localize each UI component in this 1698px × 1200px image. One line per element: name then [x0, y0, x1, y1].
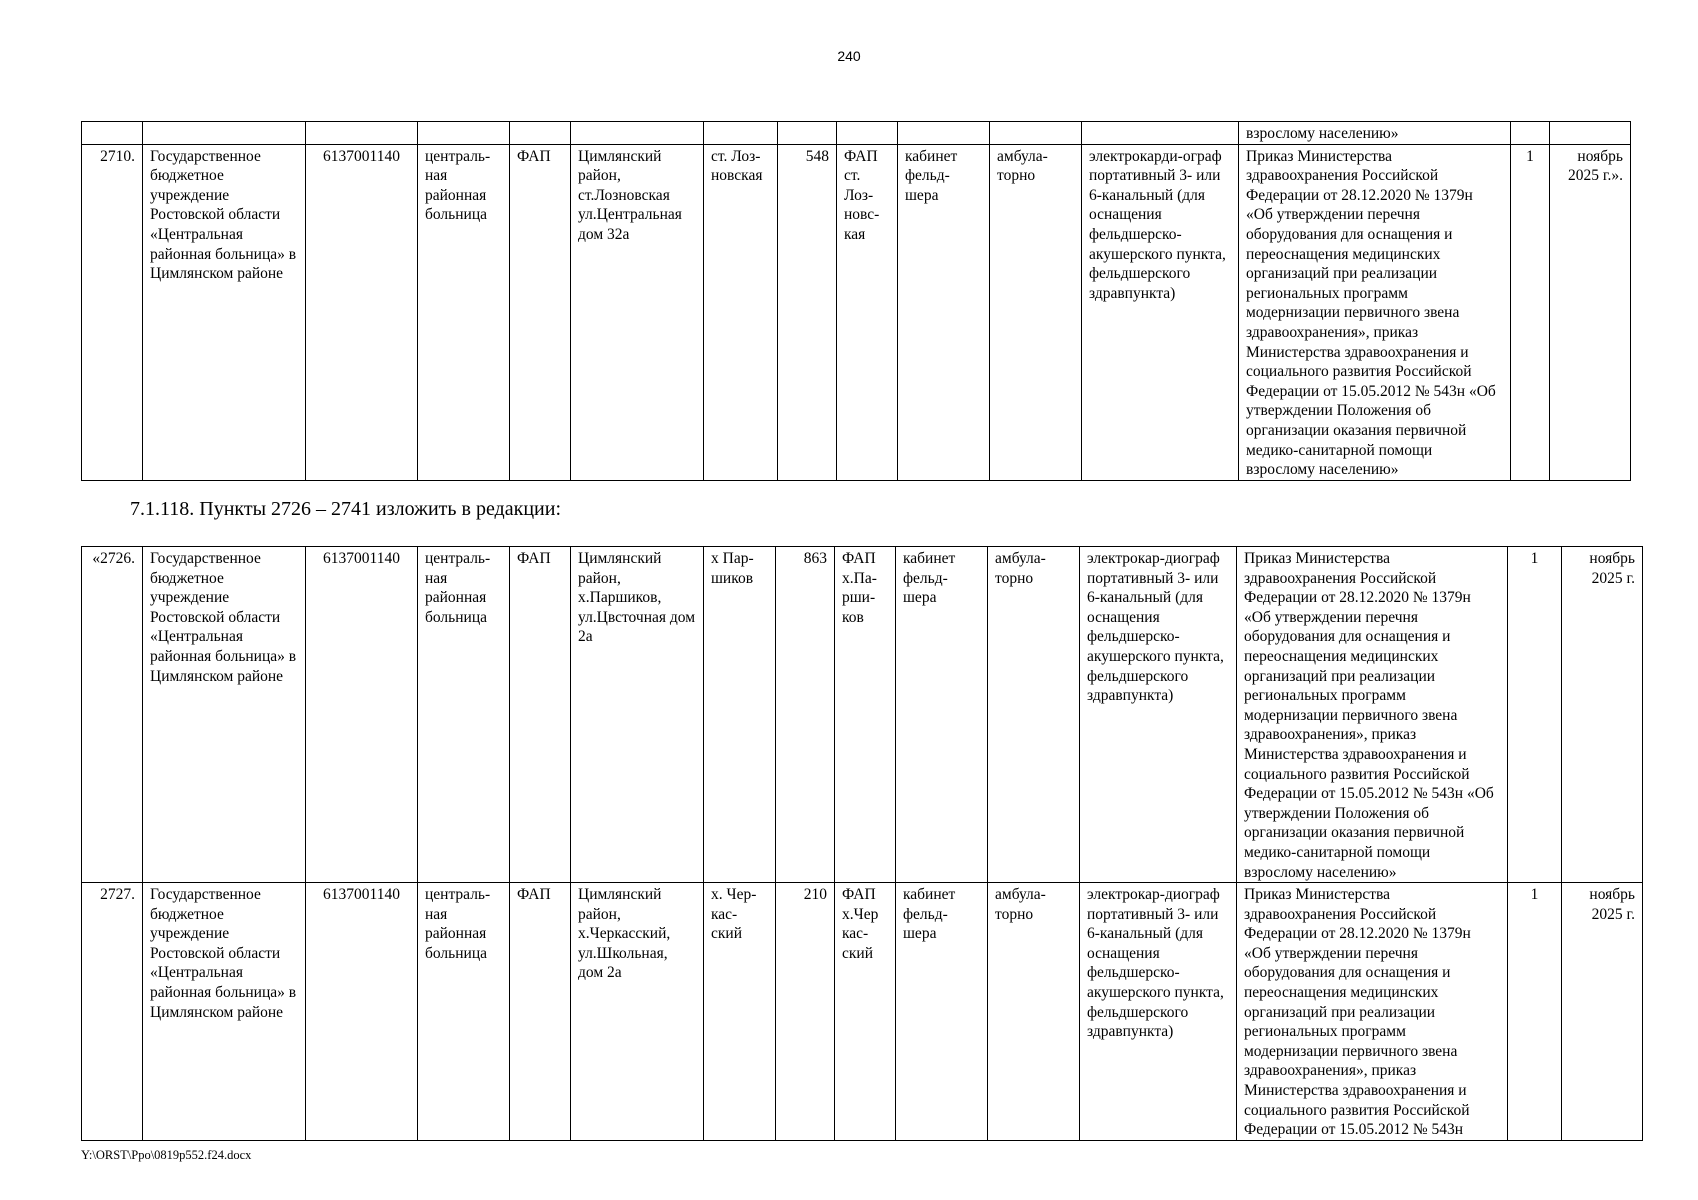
- facility-kind-cell: ФАП: [510, 547, 571, 883]
- unit-cell: ФАП х.Чер кас-ский: [835, 883, 896, 1141]
- carry-over-text: взрослому населению»: [1239, 122, 1511, 145]
- legal-basis-cell: Приказ Министерства здравоохранения Российской Федерации от 28.12.2020 № 1379н «Об утверждении перечня оборудования для оснащения и переоснащения медицинских организаций при реализации региональных программ модернизации первичного звена здравоохранения», приказ Министерства здравоохранения и социального развития Российской Федерации от 15.05.2012 № 543н: [1237, 883, 1508, 1141]
- address-cell: Цимлянский район, х.Черкасский, ул.Школьная, дом 2а: [571, 883, 704, 1141]
- room-cell: кабинет фельд-шера: [898, 144, 990, 480]
- bottom-table: [81, 546, 1643, 1141]
- legal-basis-cell: Приказ Министерства здравоохранения Российской Федерации от 28.12.2020 № 1379н «Об утверждении перечня оборудования для оснащения и переоснащения медицинских организаций при реализации региональных программ модернизации первичного звена здравоохранения», приказ Министерства здравоохранения и социального развития Российской Федерации от 15.05.2012 № 543н «Об утверждении Положения об организации оказания первичной медико-санитарной помощи взрослому населению»: [1239, 144, 1511, 480]
- address-cell: Цимлянский район, ст.Лозновская ул.Центральная дом 32а: [571, 144, 704, 480]
- unit-cell: ФАП ст. Лоз-новс-кая: [837, 144, 898, 480]
- date-cell: ноябрь 2025 г.: [1562, 883, 1643, 1141]
- unit-cell: ФАП х.Па-рши-ков: [835, 547, 896, 883]
- organization-cell: Государственное бюджетное учреждение Ростовской области «Центральная районная больница» в Цимлянском районе: [143, 547, 306, 883]
- page-number: 240: [837, 48, 861, 64]
- inn-cell: 6137001140: [306, 883, 418, 1141]
- row-number: «2726.: [82, 547, 143, 883]
- population-cell: 210: [776, 883, 835, 1141]
- population-cell: 548: [778, 144, 837, 480]
- table-row: [82, 144, 1631, 480]
- inn-cell: 6137001140: [306, 547, 418, 883]
- row-number: 2727.: [82, 883, 143, 1141]
- facility-kind-cell: ФАП: [510, 883, 571, 1141]
- date-cell: ноябрь 2025 г.: [1562, 547, 1643, 883]
- care-mode-cell: амбула-торно: [990, 144, 1082, 480]
- organization-cell: Государственное бюджетное учреждение Ростовской области «Центральная районная больница» в Цимлянском районе: [143, 144, 306, 480]
- quantity-cell: 1: [1508, 547, 1562, 883]
- footer-file-path: Y:\ORST\Ppo\0819p552.f24.docx: [81, 1148, 252, 1162]
- facility-kind-cell: ФАП: [510, 144, 571, 480]
- equipment-cell: электрокар-диограф портативный 3- или 6-канальный (для оснащения фельдшерско-акушерского пункта, фельдшерского здравпункта): [1080, 547, 1237, 883]
- equipment-cell: электрокарди-ограф портативный 3- или 6-канальный (для оснащения фельдшерско-акушерского пункта, фельдшерского здравпункта): [1082, 144, 1239, 480]
- population-cell: 863: [776, 547, 835, 883]
- quantity-cell: 1: [1511, 144, 1550, 480]
- table-row: [82, 547, 1643, 883]
- date-cell: ноябрь 2025 г.».: [1550, 144, 1631, 480]
- care-mode-cell: амбула-торно: [988, 547, 1080, 883]
- facility-type-cell: централь-ная районная больница: [418, 144, 510, 480]
- address-cell: Цимлянский район, х.Паршиков, ул.Цвсточная дом 2а: [571, 547, 704, 883]
- legal-basis-cell: Приказ Министерства здравоохранения Российской Федерации от 28.12.2020 № 1379н «Об утверждении перечня оборудования для оснащения и переоснащения медицинских организаций при реализации региональных программ модернизации первичного звена здравоохранения», приказ Министерства здравоохранения и социального развития Российской Федерации от 15.05.2012 № 543н «Об утверждении Положения об организации оказания первичной медико-санитарной помощи взрослому населению»: [1237, 547, 1508, 883]
- section-heading: 7.1.118. Пункты 2726 – 2741 изложить в редакции:: [130, 498, 561, 520]
- locality-cell: х. Чер-кас-ский: [704, 883, 776, 1141]
- quantity-cell: 1: [1508, 883, 1562, 1141]
- table-row: [82, 883, 1643, 1141]
- row-number: 2710.: [82, 144, 143, 480]
- care-mode-cell: амбула-торно: [988, 883, 1080, 1141]
- locality-cell: ст. Лоз-новская: [704, 144, 778, 480]
- equipment-cell: электрокар-диограф портативный 3- или 6-канальный (для оснащения фельдшерско-акушерского пункта, фельдшерского здравпункта): [1080, 883, 1237, 1141]
- room-cell: кабинет фельд-шера: [896, 547, 988, 883]
- room-cell: кабинет фельд-шера: [896, 883, 988, 1141]
- facility-type-cell: централь-ная районная больница: [418, 883, 510, 1141]
- carry-over-row: [82, 122, 1631, 145]
- facility-type-cell: централь-ная районная больница: [418, 547, 510, 883]
- organization-cell: Государственное бюджетное учреждение Ростовской области «Центральная районная больница» в Цимлянском районе: [143, 883, 306, 1141]
- locality-cell: х Пар-шиков: [704, 547, 776, 883]
- inn-cell: 6137001140: [306, 144, 418, 480]
- top-table: [81, 121, 1631, 481]
